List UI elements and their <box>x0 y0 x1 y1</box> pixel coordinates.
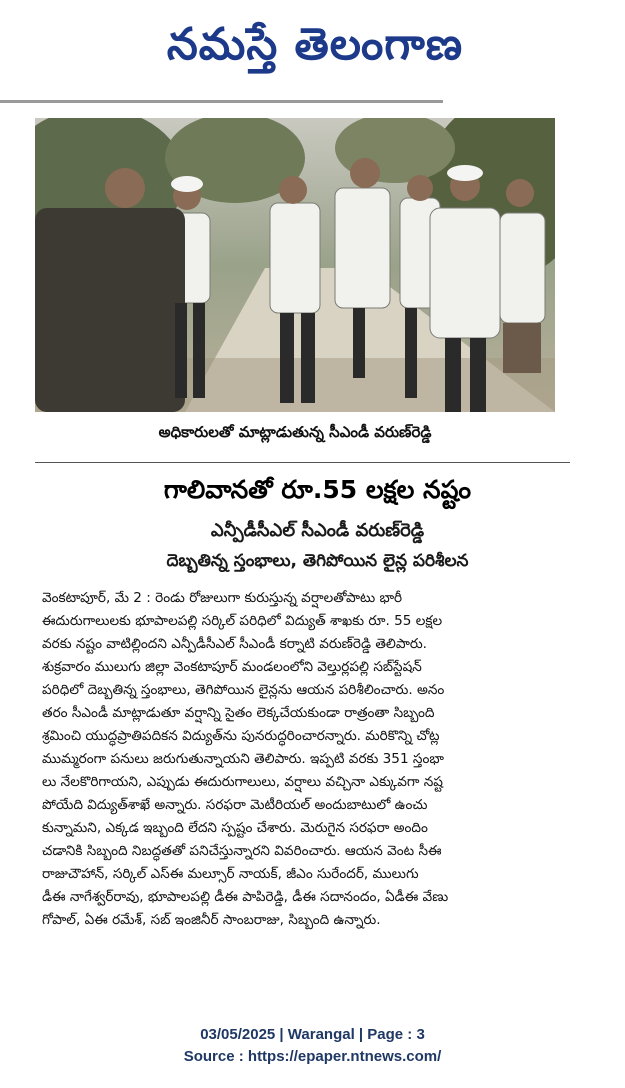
article-body <box>42 587 590 932</box>
footer-source: Source : https://epaper.ntnews.com/ <box>183 1048 442 1065</box>
photo-caption: అధికారులతో మాట్లాడుతున్న సీఎండీ వరుణ్‌రెడ్డి <box>158 423 432 441</box>
article-line: వరకు నష్టం వాటిల్లిందని ఎన్పీడీసీఎల్ సీఎండీ కర్నాటి వరుణ్‌రెడ్డి తెలిపారు. <box>42 636 427 652</box>
article-line: పోయేది విద్యుత్‌శాఖే అన్నారు. సరఫరా మెటీరియల్ అందుబాటులో ఉంచు <box>42 797 428 813</box>
masthead-divider <box>0 100 443 103</box>
article-line: ఈదురుగాలులకు భూపాలపల్లి సర్కిల్ పరిధిలో విద్యుత్ శాఖకు రూ. 55 లక్షల <box>42 613 443 629</box>
article-line: చడానికి సిబ్బంది నిబద్ధతతో పనిచేస్తున్నారని వివరించారు. ఆయన వెంట సీఈ <box>42 843 442 859</box>
article-subheading-2: దెబ్బతిన్న స్తంభాలు, తెగిపోయిన లైన్ల పరిశీలన <box>166 551 469 571</box>
caption-divider <box>35 462 570 463</box>
article-subheading-1: ఎన్పీడీసీఎల్ సీఎండీ వరుణ్‌రెడ్డి <box>210 520 425 541</box>
article-line: డీఈ నాగేశ్వర్‌రావు, భూపాలపల్లి డీఈ పాపిరెడ్డి, డీఈ సదానందం, ఏడీఈ వేణు <box>42 889 449 905</box>
article-line: కున్నామని, ఎక్కడ ఇబ్బంది లేదని స్పష్టం చేశారు. మెరుగైన సరఫరా అందిం <box>42 820 428 836</box>
article-line: రాజుచౌహాన్, సర్కిల్ ఎస్ఈ మల్సూర్ నాయక్, జీఎం సురేందర్, ములుగు <box>42 866 419 882</box>
article-line: పరిధిలో దెబ్బతిన్న స్తంభాలు, తెగిపోయిన లైన్లను ఆయన పరిశీలించారు. అనం <box>42 682 445 698</box>
article-line: శుక్రవారం ములుగు జిల్లా వెంకటాపూర్ మండలంలోని వెల్తుర్లపల్లి సబ్‌స్టేషన్ <box>42 659 422 675</box>
page-footer <box>0 1024 625 1068</box>
article-headline: గాలివానతో రూ.55 లక్షల నష్టం <box>163 475 472 504</box>
masthead-title: నమస్తే తెలంగాణ <box>166 19 464 70</box>
article-line: శ్రమించి యుద్ధప్రాతిపదికన విద్యుత్‌ను పునరుద్ధరించారన్నారు. మరికొన్ని చోట్ల <box>42 728 440 744</box>
masthead <box>80 0 550 100</box>
article-line: తరం సీఎండీ మాట్లాడుతూ వర్షాన్ని సైతం లెక్కచేయకుండా రాత్రంతా సిబ్బంది <box>42 705 435 721</box>
footer-dateline: 03/05/2025 | Warangal | Page : 3 <box>200 1026 425 1043</box>
article-line: లు నేలకొరిగాయని, ఎప్పుడు ఈదురుగాలులు, వర్షాలు వచ్చినా ఎక్కువగా నష్ట <box>42 774 443 790</box>
news-photo <box>35 118 555 412</box>
article-line: గోపాల్, ఏఈ రమేశ్, సబ్ ఇంజినీర్ సాంబరాజు, సిబ్బంది ఉన్నారు. <box>42 912 381 928</box>
article-line: ముమ్మరంగా పనులు జరుగుతున్నాయని తెలిపారు. ఇప్పటి వరకు 351 స్తంభా <box>42 751 444 767</box>
article-line: వెంకటాపూర్, మే 2 : రెండు రోజులుగా కురుస్తున్న వర్షాలతోపాటు భారీ <box>42 590 403 606</box>
